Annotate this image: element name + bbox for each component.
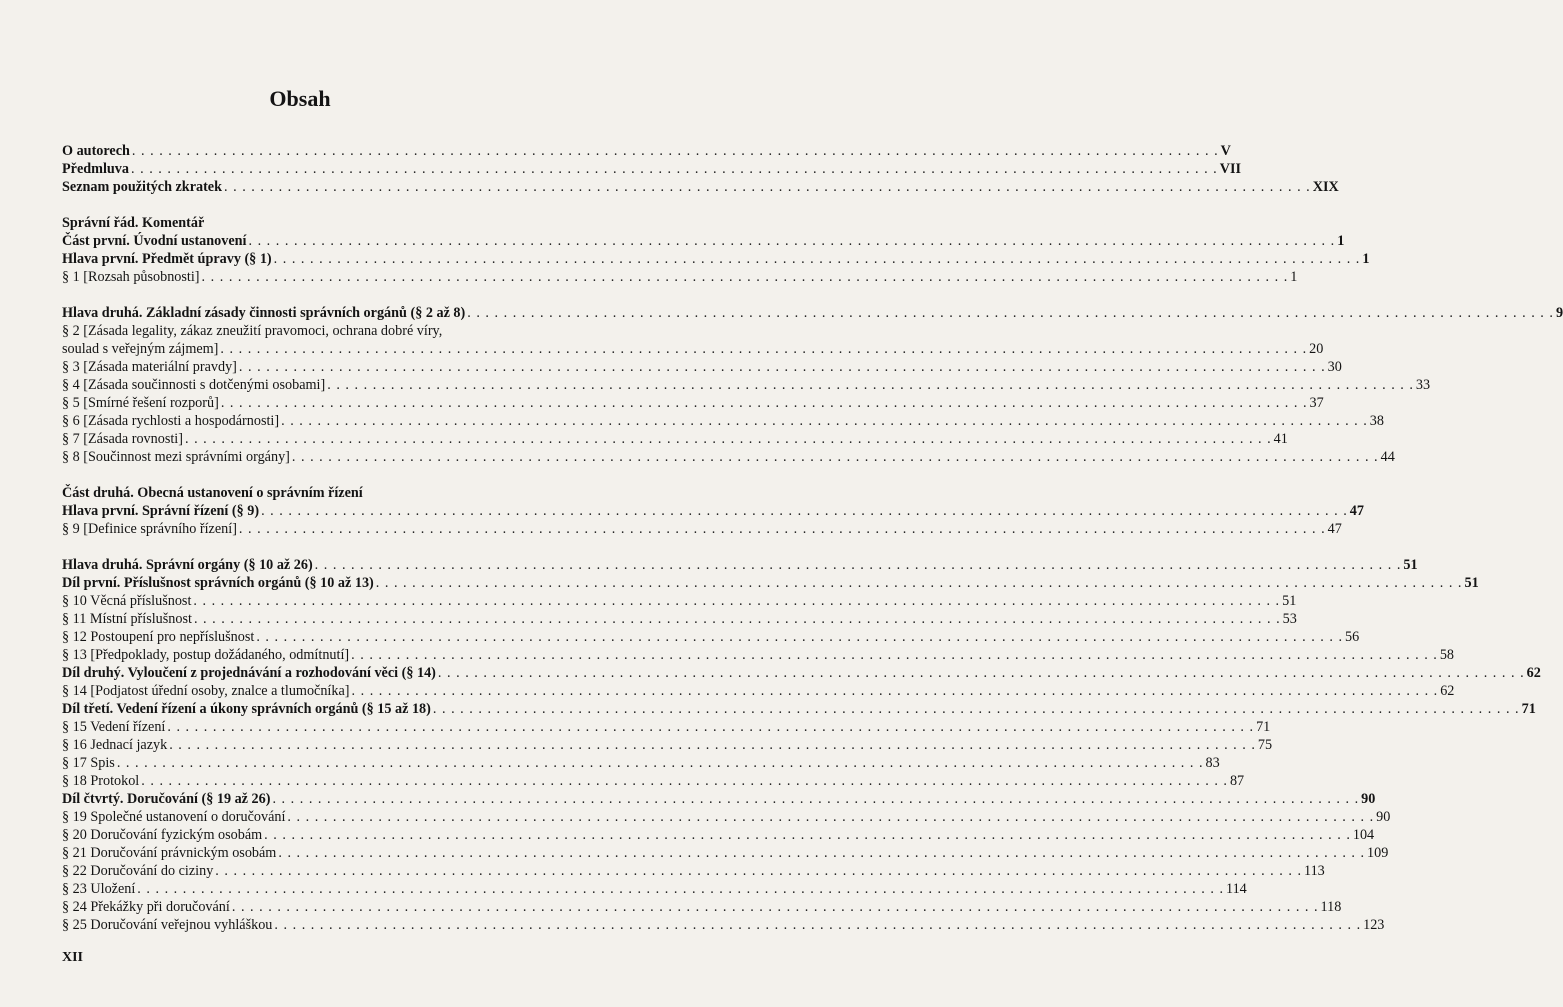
toc-spacer: [62, 286, 540, 304]
toc-entry: [62, 376, 1431, 394]
toc-entry-label: § 14 [Podjatost úřední osoby, znalce a tlumočníka]: [62, 683, 350, 699]
toc-entry-label: § 1 [Rozsah působnosti]: [62, 269, 200, 285]
toc-leader-dots: . . . . . . . . . . . . . . . . . . . . . . . . . . . . . . . . . . . . . . . . . . . . . . . . . . . . . . . . . . . . . . . . . . . . . . . . . . . . . . . . . . . . . . . . . . . . . . . . . . . . . . . . . . . . . . . . . . . . . . . .: [256, 629, 1344, 645]
toc-entry-page: 30: [1327, 359, 1342, 375]
toc-entry-label: § 23 Uložení: [62, 881, 136, 897]
toc-entry-label: § 4 [Zásada součinnosti s dotčenými osobami]: [62, 377, 326, 393]
toc-entry: [62, 574, 1479, 592]
toc-leader-dots: . . . . . . . . . . . . . . . . . . . . . . . . . . . . . . . . . . . . . . . . . . . . . . . . . . . . . . . . . . . . . . . . . . . . . . . . . . . . . . . . . . . . . . . . . . . . . . . . . . . . . . . . . . . . . . . . . . . . . . . .: [116, 755, 1204, 771]
toc-entry: [62, 394, 1324, 412]
toc-entry: [62, 718, 1271, 736]
toc-entry-page: 9: [1555, 305, 1563, 321]
toc-entry-page: 104: [1352, 827, 1375, 843]
toc-entry: [62, 358, 1342, 376]
toc-entry: [62, 880, 1247, 898]
toc-entry-page: 51: [1282, 593, 1297, 609]
toc-entry-label: § 18 Protokol: [62, 773, 140, 789]
toc-entry: [62, 142, 1231, 160]
toc-entry: [62, 682, 1455, 700]
toc-entry-page: V: [1220, 143, 1231, 159]
toc-leader-dots: . . . . . . . . . . . . . . . . . . . . . . . . . . . . . . . . . . . . . . . . . . . . . . . . . . . . . . . . . . . . . . . . . . . . . . . . . . . . . . . . . . . . . . . . . . . . . . . . . . . . . . . . . . . . . . . . . . . . . . . .: [291, 449, 1379, 465]
toc-leader-dots: . . . . . . . . . . . . . . . . . . . . . . . . . . . . . . . . . . . . . . . . . . . . . . . . . . . . . . . . . . . . . . . . . . . . . . . . . . . . . . . . . . . . . . . . . . . . . . . . . . . . . . . . . . . . . . . . . . . . . . . .: [215, 863, 1302, 879]
toc-entry-label: § 17 Spis: [62, 755, 115, 771]
toc-entry-page: 51: [1403, 557, 1418, 573]
toc-entry-page: VII: [1219, 161, 1241, 177]
toc-entry-label: Hlava první. Předmět úpravy (§ 1): [62, 251, 272, 267]
toc-leader-dots: . . . . . . . . . . . . . . . . . . . . . . . . . . . . . . . . . . . . . . . . . . . . . . . . . . . . . . . . . . . . . . . . . . . . . . . . . . . . . . . . . . . . . . . . . . . . . . . . . . . . . . . . . . . . . . . . . . . . . . . .: [351, 683, 1439, 699]
toc-leader-dots: . . . . . . . . . . . . . . . . . . . . . . . . . . . . . . . . . . . . . . . . . . . . . . . . . . . . . . . . . . . . . . . . . . . . . . . . . . . . . . . . . . . . . . . . . . . . . . . . . . . . . . . . . . . . . . . . . . . . . . . .: [272, 791, 1360, 807]
toc-leader-dots: . . . . . . . . . . . . . . . . . . . . . . . . . . . . . . . . . . . . . . . . . . . . . . . . . . . . . . . . . . . . . . . . . . . . . . . . . . . . . . . . . . . . . . . . . . . . . . . . . . . . . . . . . . . . . . . . . . . . . . . .: [261, 503, 1348, 519]
toc-entry-page: 47: [1349, 503, 1364, 519]
toc-entry-label: § 22 Doručování do ciziny: [62, 863, 214, 879]
toc-entry: [62, 754, 1220, 772]
toc-leader-dots: . . . . . . . . . . . . . . . . . . . . . . . . . . . . . . . . . . . . . . . . . . . . . . . . . . . . . . . . . . . . . . . . . . . . . . . . . . . . . . . . . . . . . . . . . . . . . . . . . . . . . . . . . . . . . . . . . . . . . . . .: [281, 413, 1368, 429]
toc-entry: [62, 178, 1339, 196]
toc-entry: [62, 340, 1324, 358]
toc-entry-label: O autorech: [62, 143, 130, 159]
toc-entry-label: Díl první. Příslušnost správních orgánů (§ 10 až 13): [62, 575, 374, 591]
toc-leader-dots: . . . . . . . . . . . . . . . . . . . . . . . . . . . . . . . . . . . . . . . . . . . . . . . . . . . . . . . . . . . . . . . . . . . . . . . . . . . . . . . . . . . . . . . . . . . . . . . . . . . . . . . . . . . . . . . . . . . . . . . .: [131, 143, 1219, 159]
toc-entry-label: soulad s veřejným zájmem]: [62, 341, 219, 357]
toc-entry: [62, 862, 1325, 880]
toc-entry-page: 1: [1337, 233, 1345, 249]
toc-entry-label: § 20 Doručování fyzickým osobám: [62, 827, 263, 843]
toc-entry-label: Díl druhý. Vyloučení z projednávání a rozhodování věci (§ 14): [62, 665, 436, 681]
toc-leader-dots: . . . . . . . . . . . . . . . . . . . . . . . . . . . . . . . . . . . . . . . . . . . . . . . . . . . . . . . . . . . . . . . . . . . . . . . . . . . . . . . . . . . . . . . . . . . . . . . . . . . . . . . . . . . . . . . . . . . . . . . .: [351, 647, 1438, 663]
toc-leader-dots: . . . . . . . . . . . . . . . . . . . . . . . . . . . . . . . . . . . . . . . . . . . . . . . . . . . . . . . . . . . . . . . . . . . . . . . . . . . . . . . . . . . . . . . . . . . . . . . . . . . . . . . . . . . . . . . . . . . . . . . .: [193, 611, 1281, 627]
toc-entry-page: 71: [1256, 719, 1271, 735]
toc-heading: § 2 [Zásada legality, zákaz zneužití pravomoci, ochrana dobré víry,: [62, 323, 443, 339]
toc-entry-label: Hlava druhá. Správní orgány (§ 10 až 26): [62, 557, 313, 573]
toc-entry: [62, 520, 1342, 538]
table-of-contents: [62, 142, 1563, 934]
toc-entry: [62, 250, 1370, 268]
toc-entry-page: 1: [1362, 251, 1370, 267]
toc-entry-page: 118: [1320, 899, 1342, 915]
toc-leader-dots: . . . . . . . . . . . . . . . . . . . . . . . . . . . . . . . . . . . . . . . . . . . . . . . . . . . . . . . . . . . . . . . . . . . . . . . . . . . . . . . . . . . . . . . . . . . . . . . . . . . . . . . . . . . . . . . . . . . . . . . .: [314, 557, 1402, 573]
page-folio: XII: [62, 950, 84, 965]
toc-leader-dots: . . . . . . . . . . . . . . . . . . . . . . . . . . . . . . . . . . . . . . . . . . . . . . . . . . . . . . . . . . . . . . . . . . . . . . . . . . . . . . . . . . . . . . . . . . . . . . . . . . . . . . . . . . . . . . . . . . . . . . . .: [193, 593, 1281, 609]
toc-entry: [62, 700, 1536, 718]
toc-leader-dots: . . . . . . . . . . . . . . . . . . . . . . . . . . . . . . . . . . . . . . . . . . . . . . . . . . . . . . . . . . . . . . . . . . . . . . . . . . . . . . . . . . . . . . . . . . . . . . . . . . . . . . . . . . . . . . . . . . . . . . . .: [131, 161, 1218, 177]
toc-leader-dots: . . . . . . . . . . . . . . . . . . . . . . . . . . . . . . . . . . . . . . . . . . . . . . . . . . . . . . . . . . . . . . . . . . . . . . . . . . . . . . . . . . . . . . . . . . . . . . . . . . . . . . . . . . . . . . . . . . . . . . . .: [169, 737, 1256, 753]
toc-entry-page: 62: [1526, 665, 1541, 681]
toc-leader-dots: . . . . . . . . . . . . . . . . . . . . . . . . . . . . . . . . . . . . . . . . . . . . . . . . . . . . . . . . . . . . . . . . . . . . . . . . . . . . . . . . . . . . . . . . . . . . . . . . . . . . . . . . . . . . . . . . . . . . . . . .: [327, 377, 1414, 393]
toc-entry-page: 53: [1282, 611, 1297, 627]
toc-entry-label: Předmluva: [62, 161, 129, 177]
toc-leader-dots: . . . . . . . . . . . . . . . . . . . . . . . . . . . . . . . . . . . . . . . . . . . . . . . . . . . . . . . . . . . . . . . . . . . . . . . . . . . . . . . . . . . . . . . . . . . . . . . . . . . . . . . . . . . . . . . . . . . . . . . .: [278, 845, 1366, 861]
toc-entry-label: Část první. Úvodní ustanovení: [62, 233, 247, 249]
toc-entry: [62, 304, 1563, 322]
toc-entry: [62, 502, 1364, 520]
toc-entry: [62, 646, 1455, 664]
toc-entry-label: § 16 Jednací jazyk: [62, 737, 168, 753]
toc-leader-dots: . . . . . . . . . . . . . . . . . . . . . . . . . . . . . . . . . . . . . . . . . . . . . . . . . . . . . . . . . . . . . . . . . . . . . . . . . . . . . . . . . . . . . . . . . . . . . . . . . . . . . . . . . . . . . . . . . . . . . . . .: [437, 665, 1525, 681]
toc-entry-page: 87: [1229, 773, 1245, 789]
toc-entry-page: 47: [1327, 521, 1342, 537]
toc-leader-dots: . . . . . . . . . . . . . . . . . . . . . . . . . . . . . . . . . . . . . . . . . . . . . . . . . . . . . . . . . . . . . . . . . . . . . . . . . . . . . . . . . . . . . . . . . . . . . . . . . . . . . . . . . . . . . . . . . . . . . . . .: [238, 359, 1326, 375]
toc-entry-label: § 3 [Zásada materiální pravdy]: [62, 359, 237, 375]
toc-entry: [62, 268, 1298, 286]
toc-leader-dots: . . . . . . . . . . . . . . . . . . . . . . . . . . . . . . . . . . . . . . . . . . . . . . . . . . . . . . . . . . . . . . . . . . . . . . . . . . . . . . . . . . . . . . . . . . . . . . . . . . . . . . . . . . . . . . . . . . . . . . . .: [432, 701, 1520, 717]
toc-entry-label: § 15 Vedení řízení: [62, 719, 166, 735]
toc-entry: [62, 610, 1297, 628]
toc-leader-dots: . . . . . . . . . . . . . . . . . . . . . . . . . . . . . . . . . . . . . . . . . . . . . . . . . . . . . . . . . . . . . . . . . . . . . . . . . . . . . . . . . . . . . . . . . . . . . . . . . . . . . . . . . . . . . . . . . . . . . . . .: [141, 773, 1228, 789]
toc-leader-dots: . . . . . . . . . . . . . . . . . . . . . . . . . . . . . . . . . . . . . . . . . . . . . . . . . . . . . . . . . . . . . . . . . . . . . . . . . . . . . . . . . . . . . . . . . . . . . . . . . . . . . . . . . . . . . . . . . . . . . . . .: [220, 395, 1308, 411]
toc-leader-dots: . . . . . . . . . . . . . . . . . . . . . . . . . . . . . . . . . . . . . . . . . . . . . . . . . . . . . . . . . . . . . . . . . . . . . . . . . . . . . . . . . . . . . . . . . . . . . . . . . . . . . . . . . . . . . . . . . . . . . . . .: [274, 917, 1362, 933]
toc-entry-label: Hlava druhá. Základní zásady činnosti správních orgánů (§ 2 až 8): [62, 305, 466, 321]
toc-entry-label: Seznam použitých zkratek: [62, 179, 222, 195]
toc-leader-dots: . . . . . . . . . . . . . . . . . . . . . . . . . . . . . . . . . . . . . . . . . . . . . . . . . . . . . . . . . . . . . . . . . . . . . . . . . . . . . . . . . . . . . . . . . . . . . . . . . . . . . . . . . . . . . . . . . . . . . . . .: [231, 899, 1319, 915]
toc-entry: [62, 556, 1418, 574]
toc-entry-page: 51: [1464, 575, 1479, 591]
toc-entry-label: Hlava první. Správní řízení (§ 9): [62, 503, 260, 519]
toc-spacer: [62, 196, 540, 214]
toc-entry-page: 83: [1205, 755, 1220, 771]
toc-entry-label: § 12 Postoupení pro nepříslušnost: [62, 629, 255, 645]
toc-entry-page: 62: [1440, 683, 1455, 699]
toc-entry-page: 58: [1439, 647, 1455, 663]
toc-entry: [62, 772, 1245, 790]
toc-entry-page: 113: [1304, 863, 1325, 879]
toc-entry-label: § 5 [Smírné řešení rozporů]: [62, 395, 219, 411]
toc-entry-label: Díl čtvrtý. Doručování (§ 19 až 26): [62, 791, 271, 807]
toc-entry-label: § 9 [Definice správního řízení]: [62, 521, 237, 537]
toc-entry: [62, 430, 1288, 448]
toc-entry-page: 44: [1380, 449, 1395, 465]
toc-leader-dots: . . . . . . . . . . . . . . . . . . . . . . . . . . . . . . . . . . . . . . . . . . . . . . . . . . . . . . . . . . . . . . . . . . . . . . . . . . . . . . . . . . . . . . . . . . . . . . . . . . . . . . . . . . . . . . . . . . . . . . . .: [238, 521, 1326, 537]
toc-entry: [62, 628, 1360, 646]
toc-entry-page: 114: [1226, 881, 1247, 897]
toc-entry: [62, 664, 1541, 682]
toc-entry-page: 109: [1367, 845, 1389, 861]
toc-entry-page: 71: [1521, 701, 1536, 717]
toc-entry: [62, 160, 1241, 178]
toc-leader-dots: . . . . . . . . . . . . . . . . . . . . . . . . . . . . . . . . . . . . . . . . . . . . . . . . . . . . . . . . . . . . . . . . . . . . . . . . . . . . . . . . . . . . . . . . . . . . . . . . . . . . . . . . . . . . . . . . . . . . . . . .: [248, 233, 1336, 249]
toc-entry-page: 33: [1415, 377, 1431, 393]
toc-entry: [62, 232, 1345, 250]
toc-entry-label: § 13 [Předpoklady, postup dožádaného, odmítnutí]: [62, 647, 350, 663]
toc-entry: [62, 844, 1389, 862]
toc-leader-dots: . . . . . . . . . . . . . . . . . . . . . . . . . . . . . . . . . . . . . . . . . . . . . . . . . . . . . . . . . . . . . . . . . . . . . . . . . . . . . . . . . . . . . . . . . . . . . . . . . . . . . . . . . . . . . . . . . . . . . . . .: [137, 881, 1224, 897]
toc-entry-page: 75: [1257, 737, 1273, 753]
toc-entry-page: XIX: [1312, 179, 1339, 195]
toc-entry: [62, 808, 1391, 826]
toc-entry-page: 1: [1290, 269, 1298, 285]
toc-leader-dots: . . . . . . . . . . . . . . . . . . . . . . . . . . . . . . . . . . . . . . . . . . . . . . . . . . . . . . . . . . . . . . . . . . . . . . . . . . . . . . . . . . . . . . . . . . . . . . . . . . . . . . . . . . . . . . . . . . . . . . . .: [224, 179, 1311, 195]
toc-entry-page: 90: [1361, 791, 1376, 807]
toc-leader-dots: . . . . . . . . . . . . . . . . . . . . . . . . . . . . . . . . . . . . . . . . . . . . . . . . . . . . . . . . . . . . . . . . . . . . . . . . . . . . . . . . . . . . . . . . . . . . . . . . . . . . . . . . . . . . . . . . . . . . . . . .: [375, 575, 1463, 591]
toc-entry: [62, 916, 1385, 934]
toc-entry-label: § 7 [Zásada rovnosti]: [62, 431, 183, 447]
toc-leader-dots: . . . . . . . . . . . . . . . . . . . . . . . . . . . . . . . . . . . . . . . . . . . . . . . . . . . . . . . . . . . . . . . . . . . . . . . . . . . . . . . . . . . . . . . . . . . . . . . . . . . . . . . . . . . . . . . . . . . . . . . .: [287, 809, 1375, 825]
toc-entry-label: Díl třetí. Vedení řízení a úkony správních orgánů (§ 15 až 18): [62, 701, 431, 717]
toc-spacer: [62, 538, 540, 556]
toc-entry-label: § 19 Společné ustanovení o doručování: [62, 809, 286, 825]
toc-leader-dots: . . . . . . . . . . . . . . . . . . . . . . . . . . . . . . . . . . . . . . . . . . . . . . . . . . . . . . . . . . . . . . . . . . . . . . . . . . . . . . . . . . . . . . . . . . . . . . . . . . . . . . . . . . . . . . . . . . . . . . . .: [167, 719, 1255, 735]
toc-entry-page: 90: [1376, 809, 1391, 825]
toc-entry: [62, 736, 1273, 754]
toc-leader-dots: . . . . . . . . . . . . . . . . . . . . . . . . . . . . . . . . . . . . . . . . . . . . . . . . . . . . . . . . . . . . . . . . . . . . . . . . . . . . . . . . . . . . . . . . . . . . . . . . . . . . . . . . . . . . . . . . . . . . . . . .: [184, 431, 1272, 447]
toc-entry-label: § 10 Věcná příslušnost: [62, 593, 192, 609]
toc-heading: Správní řád. Komentář: [62, 215, 205, 231]
toc-heading: Část druhá. Obecná ustanovení o správním řízení: [62, 485, 363, 501]
toc-entry: [62, 790, 1376, 808]
toc-entry-page: 56: [1345, 629, 1360, 645]
toc-entry: [62, 592, 1297, 610]
toc-entry: [62, 412, 1384, 430]
toc-entry: [62, 898, 1342, 916]
toc-leader-dots: . . . . . . . . . . . . . . . . . . . . . . . . . . . . . . . . . . . . . . . . . . . . . . . . . . . . . . . . . . . . . . . . . . . . . . . . . . . . . . . . . . . . . . . . . . . . . . . . . . . . . . . . . . . . . . . . . . . . . . . .: [467, 305, 1554, 321]
page-title: Obsah: [269, 86, 331, 111]
toc-entry: [62, 448, 1395, 466]
toc-entry-page: 41: [1273, 431, 1288, 447]
toc-entry-label: § 6 [Zásada rychlosti a hospodárnosti]: [62, 413, 280, 429]
toc-spacer: [62, 466, 540, 484]
toc-entry-page: 20: [1309, 341, 1324, 357]
toc-entry-page: 37: [1309, 395, 1324, 411]
toc-entry-label: § 25 Doručování veřejnou vyhláškou: [62, 917, 273, 933]
toc-leader-dots: . . . . . . . . . . . . . . . . . . . . . . . . . . . . . . . . . . . . . . . . . . . . . . . . . . . . . . . . . . . . . . . . . . . . . . . . . . . . . . . . . . . . . . . . . . . . . . . . . . . . . . . . . . . . . . . . . . . . . . . .: [201, 269, 1289, 285]
toc-entry-label: § 21 Doručování právnickým osobám: [62, 845, 277, 861]
toc-leader-dots: . . . . . . . . . . . . . . . . . . . . . . . . . . . . . . . . . . . . . . . . . . . . . . . . . . . . . . . . . . . . . . . . . . . . . . . . . . . . . . . . . . . . . . . . . . . . . . . . . . . . . . . . . . . . . . . . . . . . . . . .: [264, 827, 1351, 843]
toc-entry-label: § 24 Překážky při doručování: [62, 899, 230, 915]
toc-leader-dots: . . . . . . . . . . . . . . . . . . . . . . . . . . . . . . . . . . . . . . . . . . . . . . . . . . . . . . . . . . . . . . . . . . . . . . . . . . . . . . . . . . . . . . . . . . . . . . . . . . . . . . . . . . . . . . . . . . . . . . . .: [273, 251, 1361, 267]
toc-entry-label: § 8 [Součinnost mezi správními orgány]: [62, 449, 290, 465]
toc-entry-page: 38: [1369, 413, 1384, 429]
toc-entry-label: § 11 Místní příslušnost: [62, 611, 192, 627]
toc-leader-dots: . . . . . . . . . . . . . . . . . . . . . . . . . . . . . . . . . . . . . . . . . . . . . . . . . . . . . . . . . . . . . . . . . . . . . . . . . . . . . . . . . . . . . . . . . . . . . . . . . . . . . . . . . . . . . . . . . . . . . . . .: [220, 341, 1308, 357]
toc-entry: [62, 826, 1375, 844]
toc-entry-page: 123: [1363, 917, 1385, 933]
